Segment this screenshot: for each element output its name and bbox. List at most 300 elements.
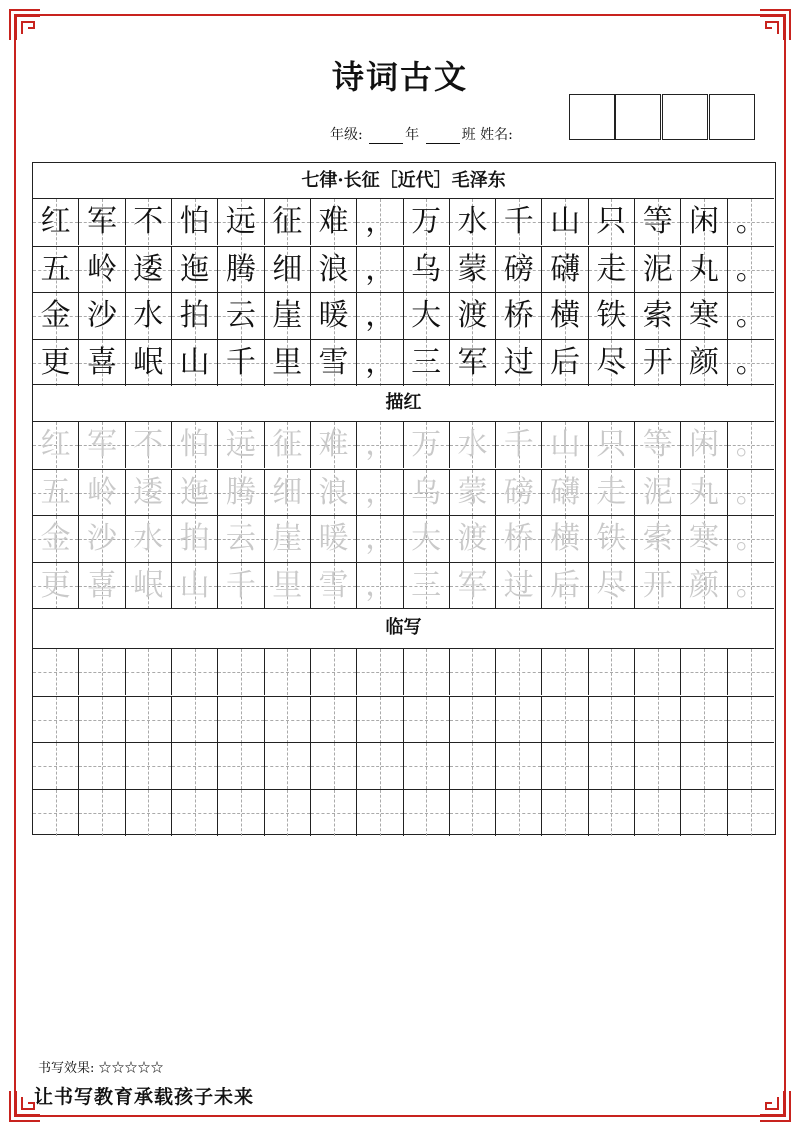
grid-cell [311,340,357,386]
grid-cell[interactable] [728,649,774,695]
grid-cell[interactable] [311,563,357,609]
grid-cell [79,293,125,339]
poem-character: 山 [550,427,581,462]
grid-cell[interactable] [542,422,588,468]
grid-cell[interactable] [218,790,264,836]
grid-cell[interactable] [496,743,542,789]
grid-cell [542,247,588,293]
poem-character: 颜 [689,344,720,380]
grid-cell[interactable] [33,743,79,789]
grid-cell [311,247,357,293]
grid-cell[interactable] [265,649,311,695]
corner-ornament-icon [758,1089,792,1123]
name-label: 姓名: [480,127,513,143]
grid-cell[interactable] [357,422,403,468]
grid-cell[interactable] [311,422,357,468]
grid-cell[interactable] [79,470,125,516]
grid-cell [681,293,727,339]
poem-character: 铁 [596,521,627,556]
poem-character: 三 [411,344,442,380]
grid-row [33,696,774,743]
grid-cell[interactable] [589,422,635,468]
poem-character: 军 [86,427,117,462]
grid-cell[interactable] [450,790,496,836]
grid-cell[interactable] [357,790,403,836]
grid-cell[interactable] [33,422,79,468]
grid-cell[interactable] [126,649,172,695]
poem-character: 万 [411,427,442,462]
grid-cell[interactable] [265,790,311,836]
grid-cell[interactable] [589,649,635,695]
grid-cell[interactable] [33,563,79,609]
grid-cell[interactable] [404,422,450,468]
poem-character: 乌 [411,251,442,287]
grid-cell [728,247,774,293]
grid-cell[interactable] [218,743,264,789]
poem-character: 暖 [318,298,349,333]
grid-cell[interactable] [542,697,588,743]
grid-cell[interactable] [265,470,311,516]
grid-cell [265,247,311,293]
grid-cell[interactable] [496,697,542,743]
poem-character: 。 [735,567,766,603]
poem-character: 后 [550,344,581,380]
grid-cell[interactable] [172,516,218,562]
poem-character: 。 [735,474,766,510]
poem-character: 更 [40,567,71,603]
grid-cell[interactable] [265,422,311,468]
poem-character: 过 [503,344,534,380]
poem-character: 难 [318,204,349,239]
poem-character: 闲 [689,204,720,239]
year-label: 年 [405,127,420,143]
grid-cell[interactable] [311,697,357,743]
poem-character: 桥 [503,298,534,333]
grid-cell[interactable] [450,470,496,516]
poem-character: 千 [225,567,256,603]
poem-character: 开 [642,567,673,603]
grid-cell[interactable] [33,470,79,516]
grid-cell[interactable] [450,563,496,609]
poem-character: 军 [457,344,488,380]
grid-cell [79,247,125,293]
name-box[interactable] [615,94,661,140]
poem-character: 迤 [179,474,210,510]
poem-character: 军 [86,204,117,239]
grid-cell[interactable] [172,470,218,516]
poem-character: 走 [596,251,627,287]
grid-cell[interactable] [33,649,79,695]
name-box[interactable] [569,94,615,140]
grid-cell[interactable] [496,790,542,836]
grid-cell[interactable] [172,563,218,609]
poem-character: 金 [40,521,71,556]
poem-character: 细 [272,251,303,287]
grid-cell[interactable] [79,649,125,695]
poem-character: 岭 [86,474,117,510]
grid-cell [450,293,496,339]
grid-cell[interactable] [542,470,588,516]
poem-character: 逶 [133,251,164,287]
poem-character: 渡 [457,521,488,556]
poem-character: 崖 [272,521,303,556]
poem-character: 。 [735,298,766,333]
poem-character: 桥 [503,521,534,556]
poem-character: 索 [642,521,673,556]
grid-cell [589,199,635,245]
grid-cell[interactable] [681,563,727,609]
grid-cell[interactable] [357,516,403,562]
poem-character: 水 [457,204,488,239]
poem-character: 难 [318,427,349,462]
rating-stars[interactable]: ☆☆☆☆☆ [98,1061,164,1076]
grid-cell[interactable] [450,743,496,789]
poem-character: 后 [550,567,581,603]
trace-section-label: 描红 [385,392,422,413]
rating-label: 书写效果: [38,1061,95,1076]
poem-header: 七律·长征［近代］毛泽东 [301,170,506,191]
name-boxes[interactable] [569,94,755,140]
poem-character: ， [365,251,396,287]
poem-character: 征 [272,204,303,239]
poem-character: 。 [735,521,766,556]
grid-cell[interactable] [728,516,774,562]
grid-cell[interactable] [681,422,727,468]
name-box[interactable] [709,94,755,140]
poem-character: 。 [735,251,766,287]
grid-cell[interactable] [126,516,172,562]
grid-cell [404,199,450,245]
grid-cell [728,340,774,386]
poem-character: 红 [40,204,71,239]
grid-cell[interactable] [311,516,357,562]
grid-cell [404,247,450,293]
poem-character: 等 [642,427,673,462]
grid-cell[interactable] [542,743,588,789]
grid-row [33,199,774,245]
grid-cell[interactable] [218,422,264,468]
grid-cell[interactable] [126,790,172,836]
poem-character: 尽 [596,567,627,603]
grid-cell[interactable] [172,790,218,836]
grid-cell[interactable] [450,697,496,743]
poem-character: 索 [642,298,673,333]
poem-character: ， [365,521,396,556]
grid-cell [265,340,311,386]
grid-cell[interactable] [33,697,79,743]
grid-cell [450,340,496,386]
grid-cell[interactable] [265,697,311,743]
poem-character: 闲 [689,427,720,462]
grid-cell[interactable] [496,470,542,516]
grid-cell[interactable] [79,790,125,836]
poem-character: 喜 [86,344,117,380]
grid-cell[interactable] [265,563,311,609]
grid-cell [33,247,79,293]
poem-character: 。 [735,344,766,380]
grid-cell [172,247,218,293]
poem-character: 。 [735,204,766,239]
grid-cell [311,199,357,245]
poem-character: 。 [735,427,766,462]
poem-character: 雪 [318,344,349,380]
grid-cell[interactable] [218,470,264,516]
grid-cell [728,199,774,245]
grid-cell[interactable] [450,516,496,562]
poem-character: ， [365,298,396,333]
grid-row [33,742,774,789]
grid-cell[interactable] [635,563,681,609]
grid-cell[interactable] [589,516,635,562]
grid-cell[interactable] [404,649,450,695]
poem-character: 万 [411,204,442,239]
poem-character: 雪 [318,567,349,603]
grid-cell[interactable] [404,470,450,516]
grid-row [33,789,774,836]
grid-cell [172,293,218,339]
poem-character: 水 [457,427,488,462]
grid-cell[interactable] [265,743,311,789]
grid-cell[interactable] [357,470,403,516]
grid-cell [357,199,403,245]
grid-cell[interactable] [404,790,450,836]
poem-character: 山 [550,204,581,239]
grid-cell [172,340,218,386]
class-label: 班 [461,127,476,143]
grid-cell [357,293,403,339]
poem-character: 不 [133,427,164,462]
poem-character: 泥 [642,474,673,510]
grid-cell[interactable] [542,790,588,836]
poem-character: 蒙 [457,474,488,510]
grid-cell [589,340,635,386]
grid-cell [728,293,774,339]
grid-cell[interactable] [126,470,172,516]
grid-cell [681,340,727,386]
grid-cell[interactable] [728,743,774,789]
grid-cell [172,199,218,245]
poem-character: 喜 [86,567,117,603]
grid-cell[interactable] [218,649,264,695]
grid-cell[interactable] [635,697,681,743]
grid-cell[interactable] [357,697,403,743]
grid-cell [126,247,172,293]
grid-cell[interactable] [728,790,774,836]
grid-cell [589,293,635,339]
grid-cell[interactable] [589,470,635,516]
grid-cell [404,340,450,386]
grid-cell[interactable] [265,516,311,562]
grid-cell[interactable] [496,422,542,468]
grid-cell [218,340,264,386]
grade-label: 年级: [330,127,363,143]
name-box[interactable] [662,94,708,140]
grid-cell[interactable] [635,743,681,789]
grid-cell[interactable] [404,516,450,562]
grid-cell[interactable] [33,790,79,836]
grid-cell[interactable] [404,563,450,609]
grid-cell[interactable] [126,563,172,609]
poem-character: 腾 [225,474,256,510]
grid-cell[interactable] [635,470,681,516]
poem-character: 远 [225,427,256,462]
poem-character: 渡 [457,298,488,333]
grid-cell[interactable] [172,649,218,695]
poem-character: 大 [411,521,442,556]
corner-ornament-icon [8,8,42,42]
grid-cell [33,293,79,339]
grid-cell[interactable] [79,697,125,743]
grid-cell[interactable] [404,743,450,789]
grid-cell[interactable] [589,697,635,743]
student-info [330,124,513,144]
grid-cell [311,293,357,339]
grid-cell[interactable] [635,516,681,562]
class-blank[interactable] [426,129,460,144]
grid-cell[interactable] [635,649,681,695]
grid-cell[interactable] [728,422,774,468]
grid-cell [79,199,125,245]
grid-cell [450,247,496,293]
grid-cell[interactable] [357,743,403,789]
grid-cell[interactable] [172,697,218,743]
grid-cell[interactable] [496,563,542,609]
grid-cell[interactable] [635,422,681,468]
grid-cell[interactable] [311,470,357,516]
grid-cell[interactable] [218,697,264,743]
grid-cell[interactable] [357,563,403,609]
grid-cell[interactable] [542,649,588,695]
poem-character: 逶 [133,474,164,510]
grid-cell[interactable] [728,563,774,609]
grid-cell[interactable] [172,422,218,468]
poem-character: 水 [133,521,164,556]
grid-cell[interactable] [450,649,496,695]
poem-character: 怕 [179,204,210,239]
grid-cell[interactable] [450,422,496,468]
grid-cell[interactable] [79,516,125,562]
poem-character: 蒙 [457,251,488,287]
poem-character: 寒 [689,521,720,556]
poem-character: 暖 [318,521,349,556]
grid-cell[interactable] [496,649,542,695]
grid-cell[interactable] [404,697,450,743]
grid-cell[interactable] [126,743,172,789]
grid-cell[interactable] [681,697,727,743]
poem-character: 腾 [225,251,256,287]
grid-row [33,246,774,293]
poem-character: 山 [179,567,210,603]
poem-character: 乌 [411,474,442,510]
grid-row [33,562,774,609]
grid-cell[interactable] [218,563,264,609]
slogan: 让书写教育承载孩子未来 [34,1086,255,1108]
poem-character: 开 [642,344,673,380]
poem-character: 五 [40,474,71,510]
grid-cell[interactable] [681,516,727,562]
grid-cell [496,247,542,293]
grid-cell[interactable] [218,516,264,562]
grid-cell[interactable] [728,697,774,743]
poem-character: 云 [225,298,256,333]
poem-character: 大 [411,298,442,333]
poem-character: 颜 [689,567,720,603]
grid-cell[interactable] [728,470,774,516]
poem-character: 磅 [503,474,534,510]
grid-cell [542,340,588,386]
grid-cell[interactable] [311,790,357,836]
grid-cell [496,199,542,245]
grid-cell[interactable] [357,649,403,695]
poem-character: 千 [225,344,256,380]
poem-character: 五 [40,251,71,287]
grid-cell[interactable] [589,563,635,609]
grid-cell[interactable] [496,516,542,562]
grid-cell [33,340,79,386]
poem-character: 沙 [86,298,117,333]
grid-cell[interactable] [681,470,727,516]
poem-character: 拍 [179,298,210,333]
grid-cell[interactable] [681,649,727,695]
divider [33,608,774,609]
grid-cell[interactable] [681,743,727,789]
grade-blank[interactable] [369,129,403,144]
poem-character: 更 [40,344,71,380]
grid-cell[interactable] [311,743,357,789]
grid-cell[interactable] [172,743,218,789]
grid-row [33,515,774,562]
grid-cell[interactable] [681,790,727,836]
grid-cell[interactable] [311,649,357,695]
grid-cell [126,199,172,245]
grid-cell[interactable] [79,422,125,468]
grid-cell[interactable] [33,516,79,562]
grid-cell[interactable] [542,516,588,562]
grid-cell[interactable] [79,743,125,789]
poem-character: 三 [411,567,442,603]
poem-character: 里 [272,344,303,380]
poem-character: 浪 [318,474,349,510]
grid-cell [635,340,681,386]
poem-character: ， [365,427,396,462]
poem-character: 远 [225,204,256,239]
grid-row [33,649,774,695]
grid-cell[interactable] [635,790,681,836]
grid-cell [357,247,403,293]
grid-cell[interactable] [589,743,635,789]
grid-row [33,422,774,468]
grid-cell [218,199,264,245]
poem-character: 沙 [86,521,117,556]
grid-cell [496,293,542,339]
poem-character: 寒 [689,298,720,333]
poem-character: 礴 [550,474,581,510]
grid-cell[interactable] [79,563,125,609]
poem-character: 红 [40,427,71,462]
poem-character: ， [365,567,396,603]
grid-cell[interactable] [126,697,172,743]
grid-cell[interactable] [126,422,172,468]
poem-character: 横 [550,521,581,556]
divider [33,384,774,385]
grid-cell[interactable] [542,563,588,609]
grid-cell[interactable] [589,790,635,836]
practice-sheet [32,162,776,835]
poem-character: 拍 [179,521,210,556]
poem-character: 尽 [596,344,627,380]
poem-character: 千 [503,204,534,239]
grid-cell [635,199,681,245]
